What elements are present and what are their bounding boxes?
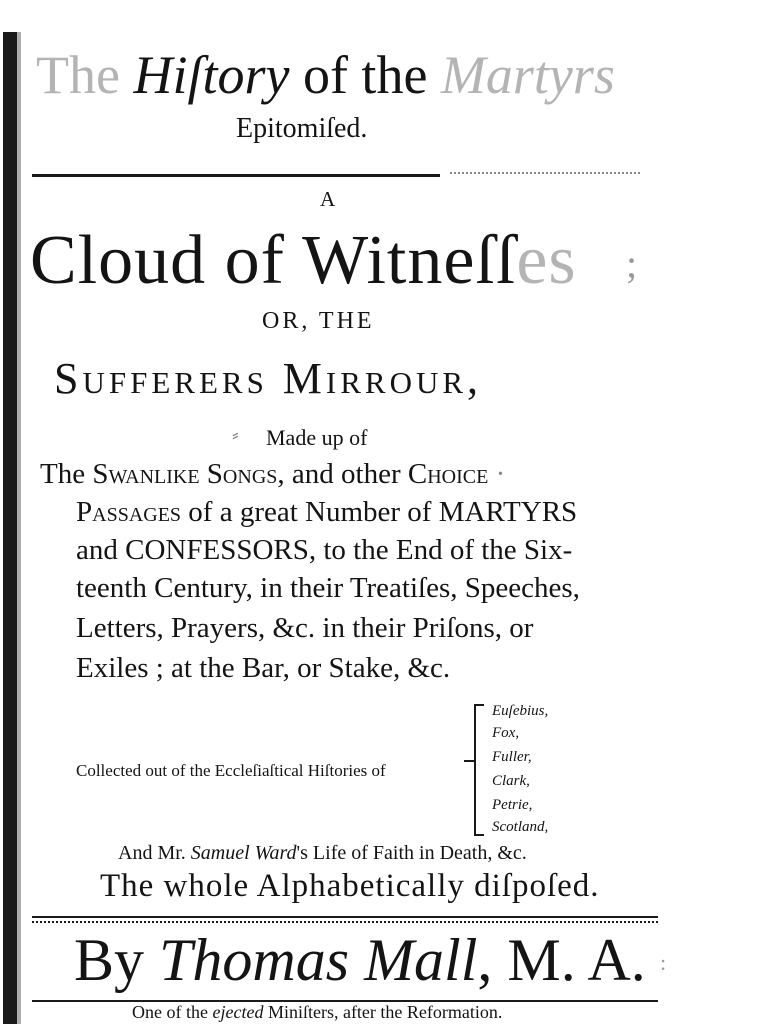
ejected-ministers-line: [132, 1000, 502, 1024]
body-line-2-rest: of a great Number of MARTYRS: [181, 496, 578, 528]
article-a: A: [320, 187, 336, 211]
author-fox: Fox,: [492, 725, 520, 741]
ejected-c: Miniſters, after the Reformation.: [263, 1002, 503, 1022]
body-line-1: [40, 456, 505, 492]
cloud-title-mark: ;: [626, 241, 638, 286]
top-rule-faint: [450, 172, 640, 176]
made-up-of: Made up of: [266, 425, 368, 450]
body-line-1-a: The: [40, 458, 93, 490]
author-petrie: Petrie,: [492, 797, 533, 813]
author-eusebius: Euſebius,: [492, 703, 549, 719]
bottom-rule: [32, 916, 658, 918]
author-scotland: Scotland,: [492, 819, 549, 835]
history-martyrs: Martyrs: [440, 45, 615, 105]
choice: Choice: [407, 458, 489, 490]
top-rule: [32, 174, 440, 177]
body-line-3: and CONFESSORS, to the End of the Six-: [76, 534, 573, 566]
author-brace: [474, 704, 484, 836]
history-of-the: of the: [302, 45, 428, 105]
ward-name: Samuel Ward: [190, 842, 297, 864]
ejected-a: One of the: [132, 1002, 213, 1022]
body-line-6: Exiles ; at the Bar, or Stake, &c.: [76, 652, 451, 684]
passages: Passages: [76, 496, 182, 528]
cloud-of-witnesses-title: [30, 220, 577, 302]
book-spine-edge: [17, 32, 21, 1024]
swanlike-songs: Swanlike Songs: [92, 458, 278, 490]
ward-line-a: And Mr.: [118, 842, 191, 864]
byline-name: Thomas Mall: [159, 927, 478, 993]
ward-line-b: 's Life of Faith in Death, &c.: [296, 842, 527, 864]
ejected-word: ejected: [212, 1002, 264, 1022]
body-line-2: [76, 494, 577, 530]
book-spine-shadow: [3, 32, 17, 1024]
collected-text: Collected out of the Eccleſiaſtical Hiſtories of: [76, 761, 386, 780]
byline-by: By: [74, 927, 160, 993]
bottom-rule-dotted: [32, 921, 658, 923]
author-clark: Clark,: [492, 773, 530, 789]
history-title: [36, 44, 615, 106]
byline-degree: , M. A.: [477, 927, 646, 993]
author-byline: [74, 924, 646, 996]
author-fuller: Fuller,: [492, 749, 532, 765]
sufferers-mirrour-title: Sufferers Mirrour,: [54, 354, 483, 403]
made-up-mark: ⸗: [232, 424, 239, 446]
history-the: The: [36, 45, 120, 105]
author-brace-tip: [464, 760, 476, 762]
epitomised-subtitle: Epitomiſed.: [236, 113, 368, 144]
byline-mark: :: [660, 950, 667, 975]
cloud-title-main: Cloud of Witneſſ: [30, 222, 517, 299]
body-line-1-mark: ·: [488, 458, 506, 490]
body-line-4: teenth Century, in their Treatiſes, Speeches,: [76, 572, 580, 604]
history-word: Hiſtory: [133, 45, 290, 105]
ward-line: [118, 840, 527, 866]
or-the: OR, THE: [262, 308, 375, 334]
alphabetically-disposed: The whole Alphabetically diſpoſed.: [100, 868, 600, 904]
body-line-1-c: , and other: [277, 458, 408, 490]
body-line-5: Letters, Prayers, &c. in their Priſons, or: [76, 612, 534, 644]
cloud-title-faint: es: [516, 222, 577, 299]
